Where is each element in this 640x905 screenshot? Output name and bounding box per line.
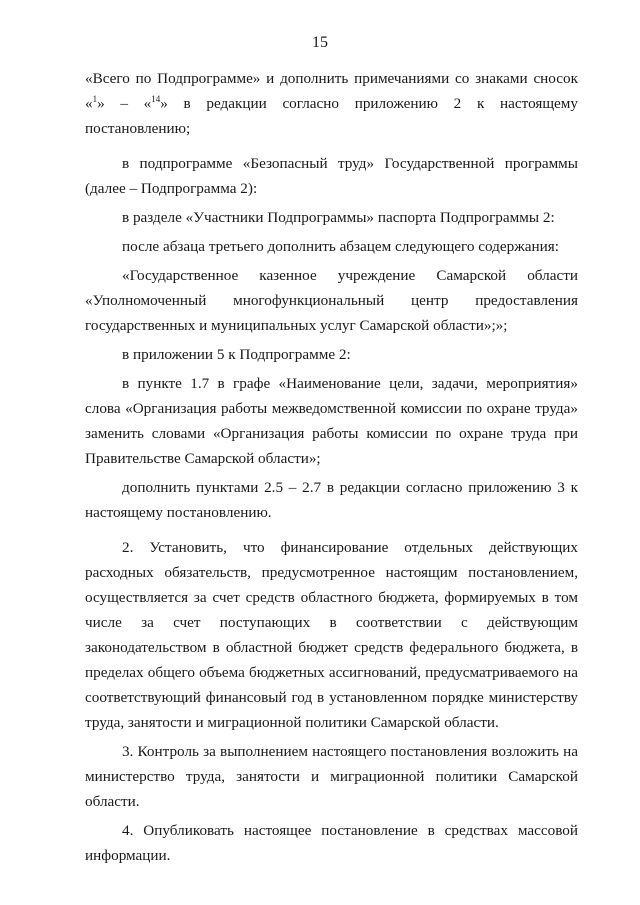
paragraph-8: дополнить пунктами 2.5 – 2.7 в редакции согласно приложению 3 к настоящему постановлению. — [85, 479, 578, 521]
paragraph-5: «Государственное казенное учреждение Самарской области «Уполномоченный многофункциональный центр предоставления государственных и муниципальных услуг Самарской области»;»; — [85, 267, 578, 334]
quote-dash: » – « — [97, 95, 152, 112]
paragraph-6: в приложении 5 к Подпрограмме 2: — [122, 346, 351, 363]
paragraph-3: в разделе «Участники Подпрограммы» паспорта Подпрограммы 2: — [122, 209, 555, 226]
paragraph-4: после абзаца третьего дополнить абзацем следующего содержания: — [122, 238, 559, 255]
paragraph-1 — [85, 66, 578, 141]
paragraph-1-tail: » в редакции согласно приложению 2 к настоящему постановлению; — [85, 95, 578, 137]
paragraph-1-line1: «Всего по Подпрограмме» и дополнить примечаниями со знаками сносок — [85, 70, 578, 87]
document-body — [85, 66, 578, 868]
footnote-mark-1: 1 — [92, 93, 98, 104]
paragraph-10: 3. Контроль за выполнением настоящего постановления возложить на министерство труда, занятости и миграционной политики Самарской области. — [85, 743, 578, 810]
page-number: 15 — [312, 34, 328, 51]
paragraph-1-line2 — [85, 95, 578, 137]
paragraph-2: в подпрограмме «Безопасный труд» Государственной программы (далее – Подпрограмма 2): — [85, 155, 578, 197]
quote-open: « — [85, 95, 93, 112]
paragraph-11: 4. Опубликовать настоящее постановление в средствах массовой информации. — [85, 822, 578, 864]
footnote-mark-14: 14 — [151, 93, 161, 104]
paragraph-7: в пункте 1.7 в графе «Наименование цели, задачи, мероприятия» слова «Организация работы межведомственной комиссии по охране труда» заменить словами «Организация работы комиссии по охране труда при Правительстве Самарской области»; — [85, 375, 578, 467]
paragraph-9: 2. Установить, что финансирование отдельных действующих расходных обязательств, предусмотренное настоящим постановлением, осуществляется за счет средств областного бюджета, формируемых в том числе за счет поступающих в соответствии с действующим законодательством в областной бюджет средств федерального бюджета, в пределах общего объема бюджетных ассигнований, предусматриваемого на соответствующий финансовый год в установленном порядке министерству труда, занятости и миграционной политики Самарской области. — [85, 539, 578, 731]
